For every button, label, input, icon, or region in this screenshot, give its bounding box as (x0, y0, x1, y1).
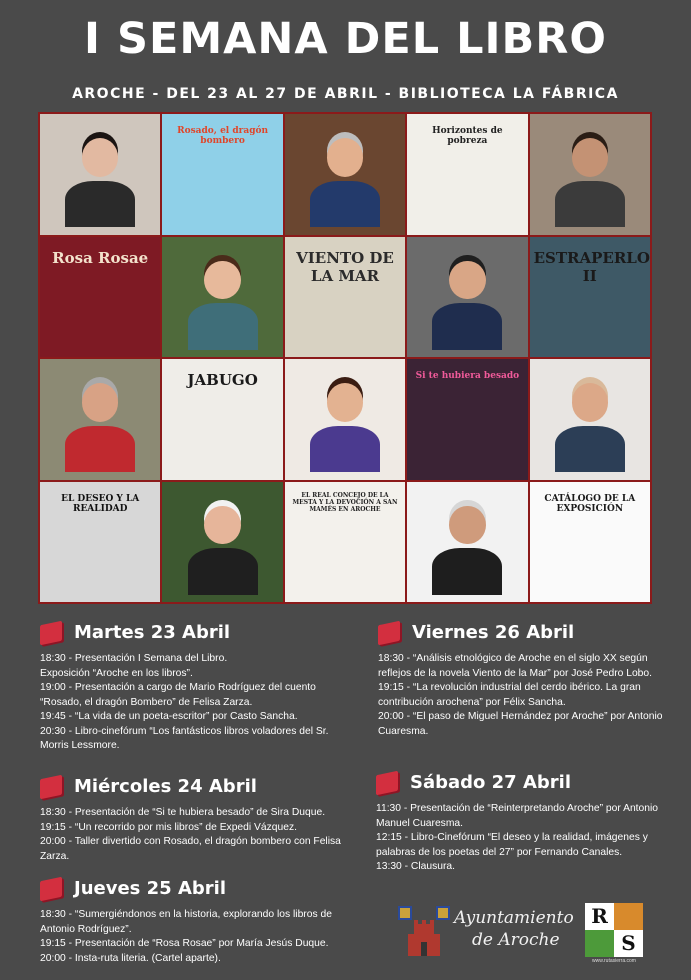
day-items (378, 652, 663, 739)
torso (310, 426, 380, 472)
person-silhouette (432, 506, 502, 602)
book-cover (285, 237, 405, 358)
event-item: 19:45 - “La vida de un poeta-escritor” por Casto Sancha. (40, 711, 298, 722)
day-tuesday (40, 622, 340, 754)
event-item: 12:15 - Libro-Cinefórum “El deseo y la realidad, imágenes y palabras de los poetas del 27” por Fernando Canales. (376, 832, 648, 858)
author-photo (407, 482, 527, 603)
day-items (376, 802, 666, 875)
torso (432, 303, 502, 349)
day-title: Martes 23 Abril (74, 622, 231, 643)
day-items (40, 908, 360, 966)
person-silhouette (65, 383, 135, 479)
day-items (40, 806, 360, 864)
author-photo (530, 114, 650, 235)
person-silhouette (555, 138, 625, 234)
head (572, 383, 608, 422)
author-photo (162, 237, 282, 358)
torso (188, 548, 258, 594)
day-title: Jueves 25 Abril (74, 878, 226, 899)
day-wednesday (40, 776, 360, 864)
author-photo (40, 114, 160, 235)
event-item: 20:30 - Libro-cinefórum “Los fantásticos libros voladores del Sr. Morris Lessmore. (40, 725, 329, 751)
head (82, 383, 118, 422)
rs-letter: R (585, 903, 614, 930)
ayuntamiento-logo (396, 904, 574, 960)
person-silhouette (188, 261, 258, 357)
book-cover (407, 359, 527, 480)
head (204, 506, 240, 545)
head (327, 383, 363, 422)
book-cover (40, 482, 160, 603)
event-item: 20:00 - Insta-ruta literia. (Cartel aparte). (40, 952, 221, 964)
torso (555, 181, 625, 227)
book-cover-title: Rosado, el dragón bombero (177, 126, 269, 146)
day-title: Sábado 27 Abril (410, 772, 572, 793)
event-item: 19:15 - Presentación de “Rosa Rosae” por María Jesús Duque. (40, 938, 329, 949)
book-cover-title: EL REAL CONCEJO DE LA MESTA Y LA DEVOCIÓN A SAN MAMÉS EN AROCHE (292, 491, 398, 513)
person-silhouette (188, 506, 258, 602)
event-item: 11:30 - Presentación de “Reinterpretando Aroche” por Antonio Manuel Cuaresma. (376, 803, 659, 829)
event-item: 19:15 - “La revolución industrial del cerdo ibérico. La gran contribución arochena” por Félix Sancha. (378, 682, 641, 708)
book-cover (285, 482, 405, 603)
event-item: 18:30 - Presentación I Semana del Libro. (40, 653, 228, 664)
torso (188, 303, 258, 349)
book-cover-title: Horizontes de pobreza (432, 126, 503, 146)
book-icon (40, 774, 62, 799)
author-photo (530, 359, 650, 480)
event-item: 18:30 - “Sumergiéndonos en la historia, explorando los libros de Antonio Rodríguez”. (40, 909, 332, 935)
head (449, 261, 485, 300)
author-photo (162, 482, 282, 603)
event-item: Exposición “Aroche en los libros”. (40, 667, 193, 679)
torso (65, 181, 135, 227)
rutasierra-logo (585, 903, 643, 965)
ayuntamiento-town: de Aroche (472, 930, 560, 950)
day-items (40, 652, 340, 754)
logo-block (585, 930, 614, 957)
author-photo (40, 359, 160, 480)
person-silhouette (432, 261, 502, 357)
book-cover-title: JABUGO (187, 371, 258, 389)
book-cover-title: CATÁLOGO DE LA EXPOSICIÓN (544, 493, 636, 514)
page-subtitle: AROCHE - DEL 23 AL 27 DE ABRIL - BIBLIOTECA LA FÁBRICA (72, 86, 619, 102)
author-photo (285, 359, 405, 480)
photo-grid (38, 112, 652, 604)
torso (65, 426, 135, 472)
book-icon (376, 770, 398, 795)
day-title: Miércoles 24 Abril (74, 776, 257, 797)
torso (432, 548, 502, 594)
day-saturday (376, 772, 666, 875)
day-friday (378, 622, 663, 739)
book-cover (162, 114, 282, 235)
book-cover (162, 359, 282, 480)
torso (310, 181, 380, 227)
rs-letter: S (614, 930, 643, 957)
book-icon (40, 620, 62, 645)
page-title: I SEMANA DEL LIBRO (84, 14, 607, 64)
head (327, 138, 363, 177)
book-icon (40, 876, 62, 901)
person-silhouette (555, 383, 625, 479)
event-item: 18:30 - “Análisis etnológico de Aroche en el siglo XX según reflejos de la novela Viento de la Mar” por José Pedro Lobo. (378, 653, 652, 679)
person-silhouette (310, 383, 380, 479)
torso (555, 426, 625, 472)
head (572, 138, 608, 177)
event-item: 19:15 - “Un recorrido por mis libros” de Expedi Vázquez. (40, 821, 297, 833)
book-cover-title: ESTRAPERLO II (533, 248, 650, 285)
head (449, 506, 485, 545)
book-cover (530, 482, 650, 603)
head (204, 261, 240, 300)
head (82, 138, 118, 177)
book-cover-title: EL DESEO Y LA REALIDAD (61, 493, 140, 514)
day-thursday (40, 878, 360, 966)
book-cover (40, 237, 160, 358)
book-cover-title: VIENTO DE LA MAR (296, 248, 394, 285)
ayuntamiento-name: Ayuntamiento (454, 908, 574, 928)
book-cover (530, 237, 650, 358)
logo-block (614, 903, 643, 930)
event-item: 13:30 - Clausura. (376, 861, 455, 872)
event-item: 20:00 - Taller divertido con Rosado, el dragón bombero con Felisa Zarza. (40, 836, 341, 862)
person-silhouette (65, 138, 135, 234)
coat-of-arms-icon (396, 904, 452, 960)
book-cover-title: Rosa Rosae (52, 248, 149, 267)
author-photo (285, 114, 405, 235)
day-title: Viernes 26 Abril (412, 622, 575, 643)
author-photo (407, 237, 527, 358)
book-icon (378, 620, 400, 645)
event-item: 18:30 - Presentación de “Si te hubiera besado” de Sira Duque. (40, 807, 326, 818)
person-silhouette (310, 138, 380, 234)
book-cover (407, 114, 527, 235)
rs-url: www.rutasierra.com (592, 958, 636, 964)
book-cover-title: Si te hubiera besado (415, 371, 520, 381)
event-item: 20:00 - “El paso de Miguel Hernández por Aroche” por Antonio Cuaresma. (378, 711, 663, 737)
event-item: 19:00 - Presentación a cargo de Mario Rodríguez del cuento “Rosado, el dragón Bombero” de Felisa Zarza. (40, 682, 316, 708)
